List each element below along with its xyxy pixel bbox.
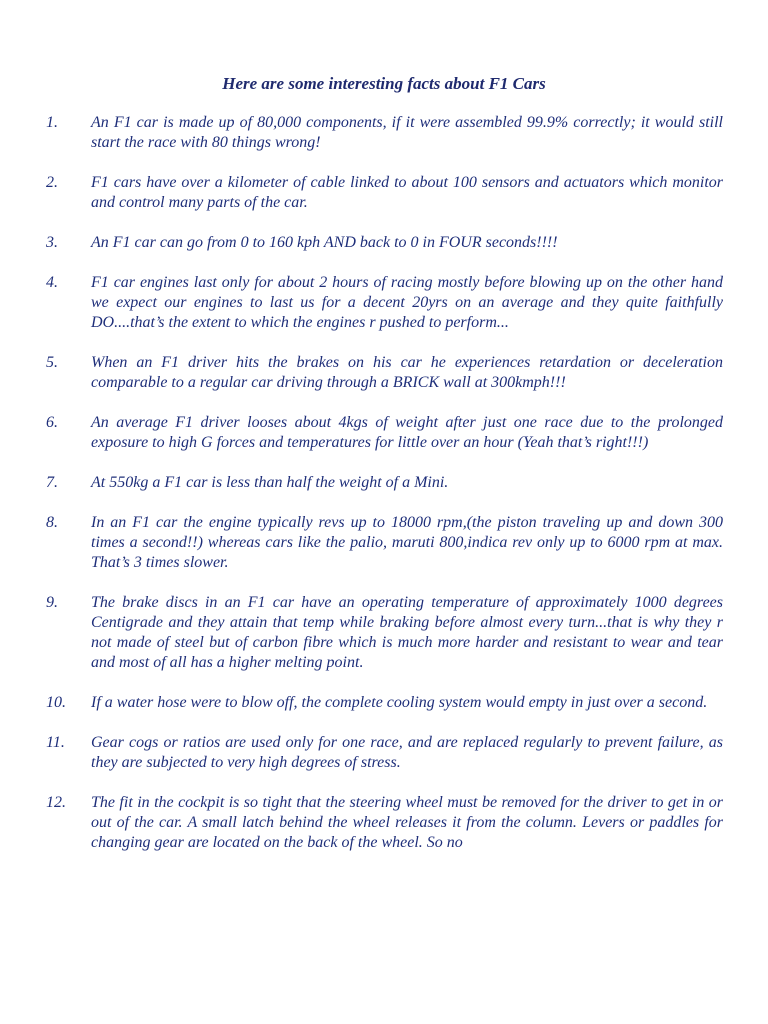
item-number: 11. [46,734,65,751]
item-number: 10. [46,694,66,711]
item-number: 1. [46,114,58,131]
list-item [0,693,768,713]
item-number: 8. [46,514,58,531]
item-text: An F1 car can go from 0 to 160 kph AND back to 0 in FOUR seconds!!!! [91,234,558,251]
list-item [0,473,768,493]
item-text: At 550kg a F1 car is less than half the weight of a Mini. [91,474,449,491]
list-item [0,273,768,333]
item-text: Gear cogs or ratios are used only for one race, and are replaced regularly to prevent failure, as they are subjected to very high degrees of stress. [91,734,723,771]
list-item [0,513,768,573]
item-number: 4. [46,274,58,291]
item-text: In an F1 car the engine typically revs up to 18000 rpm,(the piston traveling up and down 300 times a second!!) whereas cars like the palio, maruti 800,indica rev only up to 6000 rpm at max. That’s 3 times slower. [91,514,723,571]
item-number: 3. [46,234,58,251]
list-item [0,173,768,213]
facts-list [0,113,768,873]
item-number: 5. [46,354,58,371]
list-item [0,353,768,393]
item-text: When an F1 driver hits the brakes on his car he experiences retardation or deceleration comparable to a regular car driving through a BRICK wall at 300kmph!!! [91,354,723,391]
item-text: If a water hose were to blow off, the complete cooling system would empty in just over a second. [91,694,708,711]
item-number: 12. [46,794,66,811]
item-text: An average F1 driver looses about 4kgs of weight after just one race due to the prolonged exposure to high G forces and temperatures for little over an hour (Yeah that’s right!!!) [91,414,723,451]
item-text: The fit in the cockpit is so tight that the steering wheel must be removed for the driver to get in or out of the car. A small latch behind the wheel releases it from the column. Levers or paddles for changing gear are located on the back of the wheel. So no [91,794,723,851]
list-item [0,793,768,853]
item-text: F1 car engines last only for about 2 hours of racing mostly before blowing up on the other hand we expect our engines to last us for a decent 20yrs on an average and they quite faithfully DO....that’s the extent to which the engines r pushed to perform... [91,274,723,331]
list-item [0,593,768,673]
item-number: 9. [46,594,58,611]
item-number: 7. [46,474,58,491]
list-item [0,113,768,153]
item-text: F1 cars have over a kilometer of cable linked to about 100 sensors and actuators which monitor and control many parts of the car. [91,174,723,211]
item-text: The brake discs in an F1 car have an operating temperature of approximately 1000 degrees Centigrade and they attain that temp while braking before almost every turn...that is why they r not made of steel but of carbon fibre which is much more harder and resistant to wear and tear and most of all has a higher melting point. [91,594,723,671]
list-item [0,233,768,253]
item-number: 2. [46,174,58,191]
list-item [0,733,768,773]
item-text: An F1 car is made up of 80,000 components, if it were assembled 99.9% correctly; it would still start the race with 80 things wrong! [91,114,723,151]
list-item [0,413,768,453]
page-title: Here are some interesting facts about F1 Cars [222,74,546,93]
item-number: 6. [46,414,58,431]
